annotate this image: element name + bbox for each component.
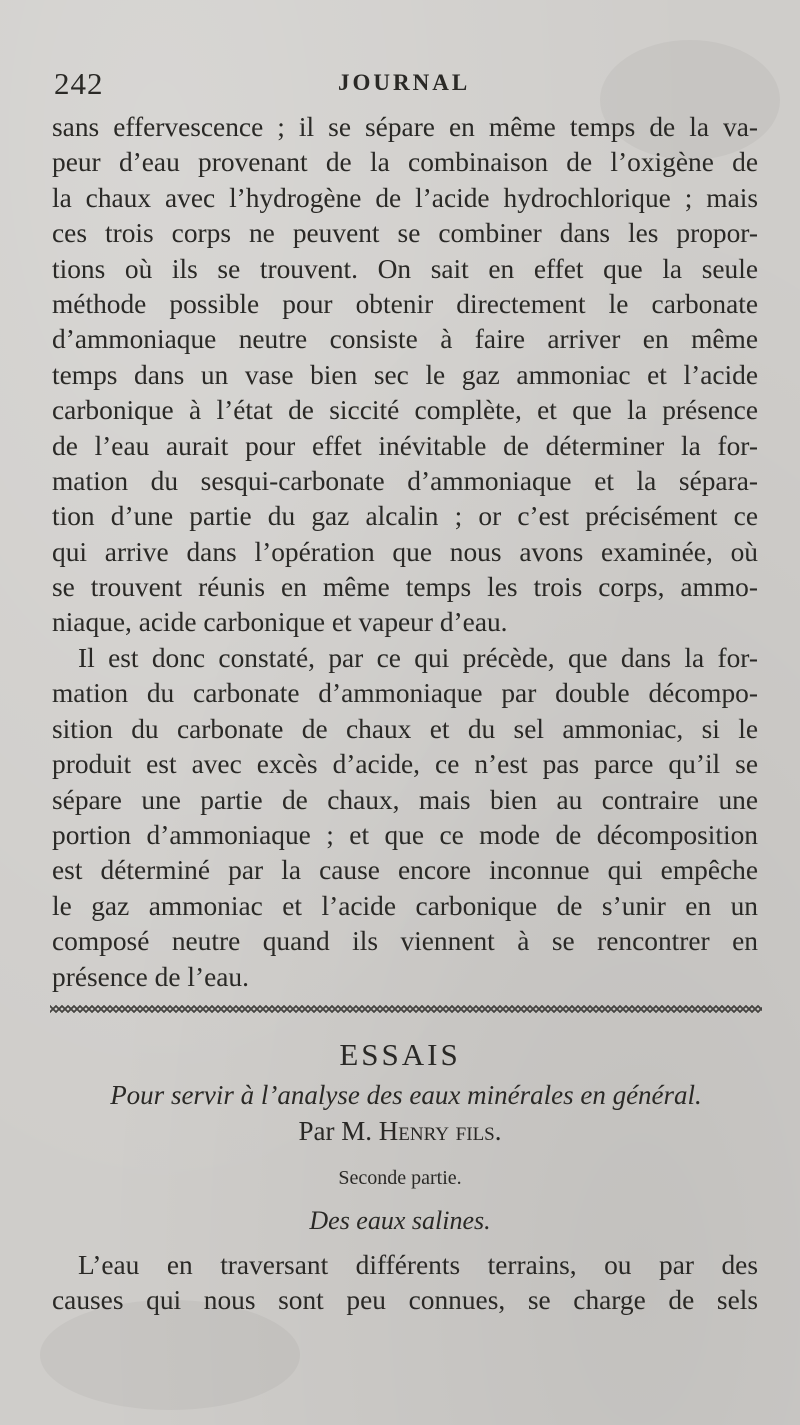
text-line: tions où ils se trouvent. On sait en effet que la seule xyxy=(52,253,758,284)
text-line: est déterminé par la cause encore inconnue qui empêche xyxy=(52,855,758,886)
text-line: mation du carbonate d’ammoniaque par double décompo- xyxy=(52,678,758,709)
text-line: peur d’eau provenant de la combinaison de l’oxigène de xyxy=(52,147,758,178)
text-line: causes qui nous sont peu connues, se charge de sels xyxy=(52,1285,758,1316)
paragraph-conclusion xyxy=(52,641,758,995)
ornamental-rule xyxy=(50,1005,762,1013)
text-line: L’eau en traversant différents terrains, ou par des xyxy=(78,1250,758,1280)
text-line: la chaux avec l’hydrogène de l’acide hydrochlorique ; mais xyxy=(52,182,758,213)
text-line: niaque, acide carbonique et vapeur d’eau. xyxy=(52,607,508,638)
text-line: sépare une partie de chaux, mais bien au contraire une xyxy=(52,784,758,815)
running-head xyxy=(52,66,752,106)
text-line: carbonique à l’état de siccité complète, et que la présence xyxy=(52,395,758,426)
chapter-heading: Des eaux salines. xyxy=(309,1206,491,1235)
page-number: 242 xyxy=(54,66,104,101)
text-line: portion d’ammoniaque ; et que ce mode de décomposition xyxy=(52,819,758,850)
text-line: de l’eau aurait pour effet inévitable de déterminer la for- xyxy=(52,430,758,461)
author-name: Henry fils. xyxy=(378,1116,502,1146)
author-prefix: Par M. xyxy=(298,1116,372,1146)
text-line: se trouvent réunis en même temps les trois corps, ammo- xyxy=(52,572,758,603)
section-subtitle: Pour servir à l’analyse des eaux minérales en général. xyxy=(110,1080,702,1110)
part-heading: Seconde partie. xyxy=(338,1167,462,1189)
section-title: ESSAIS xyxy=(339,1037,461,1072)
text-line: sition du carbonate de chaux et du sel ammoniac, si le xyxy=(52,713,758,744)
text-line: composé neutre quand ils viennent à se rencontrer en xyxy=(52,926,758,957)
text-line: sans effervescence ; il se sépare en même temps de la va- xyxy=(52,112,758,142)
text-line: ces trois corps ne peuvent se combiner dans les propor- xyxy=(52,218,758,249)
text-line: temps dans un vase bien sec le gaz ammoniac et l’acide xyxy=(52,359,758,390)
text-line: produit est avec excès d’acide, ce n’est pas parce qu’il se xyxy=(52,749,758,780)
text-line: mation du sesqui-carbonate d’ammoniaque et la sépara- xyxy=(52,465,758,496)
paragraph-continued xyxy=(52,110,758,641)
text-line: le gaz ammoniac et l’acide carbonique de s’unir en un xyxy=(52,890,758,921)
text-line: d’ammoniaque neutre consiste à faire arriver en même xyxy=(52,324,758,355)
text-line: tion d’une partie du gaz alcalin ; or c’est précisément ce xyxy=(52,501,758,532)
author-line xyxy=(0,1116,800,1147)
paragraph-opening xyxy=(52,1248,758,1319)
text-line: méthode possible pour obtenir directement le carbonate xyxy=(52,288,758,319)
text-line: présence de l’eau. xyxy=(52,961,249,992)
text-line: qui arrive dans l’opération que nous avons examinée, où xyxy=(52,536,758,567)
text-line: Il est donc constaté, par ce qui précède, que dans la for- xyxy=(78,643,758,673)
running-title: JOURNAL xyxy=(338,70,471,95)
